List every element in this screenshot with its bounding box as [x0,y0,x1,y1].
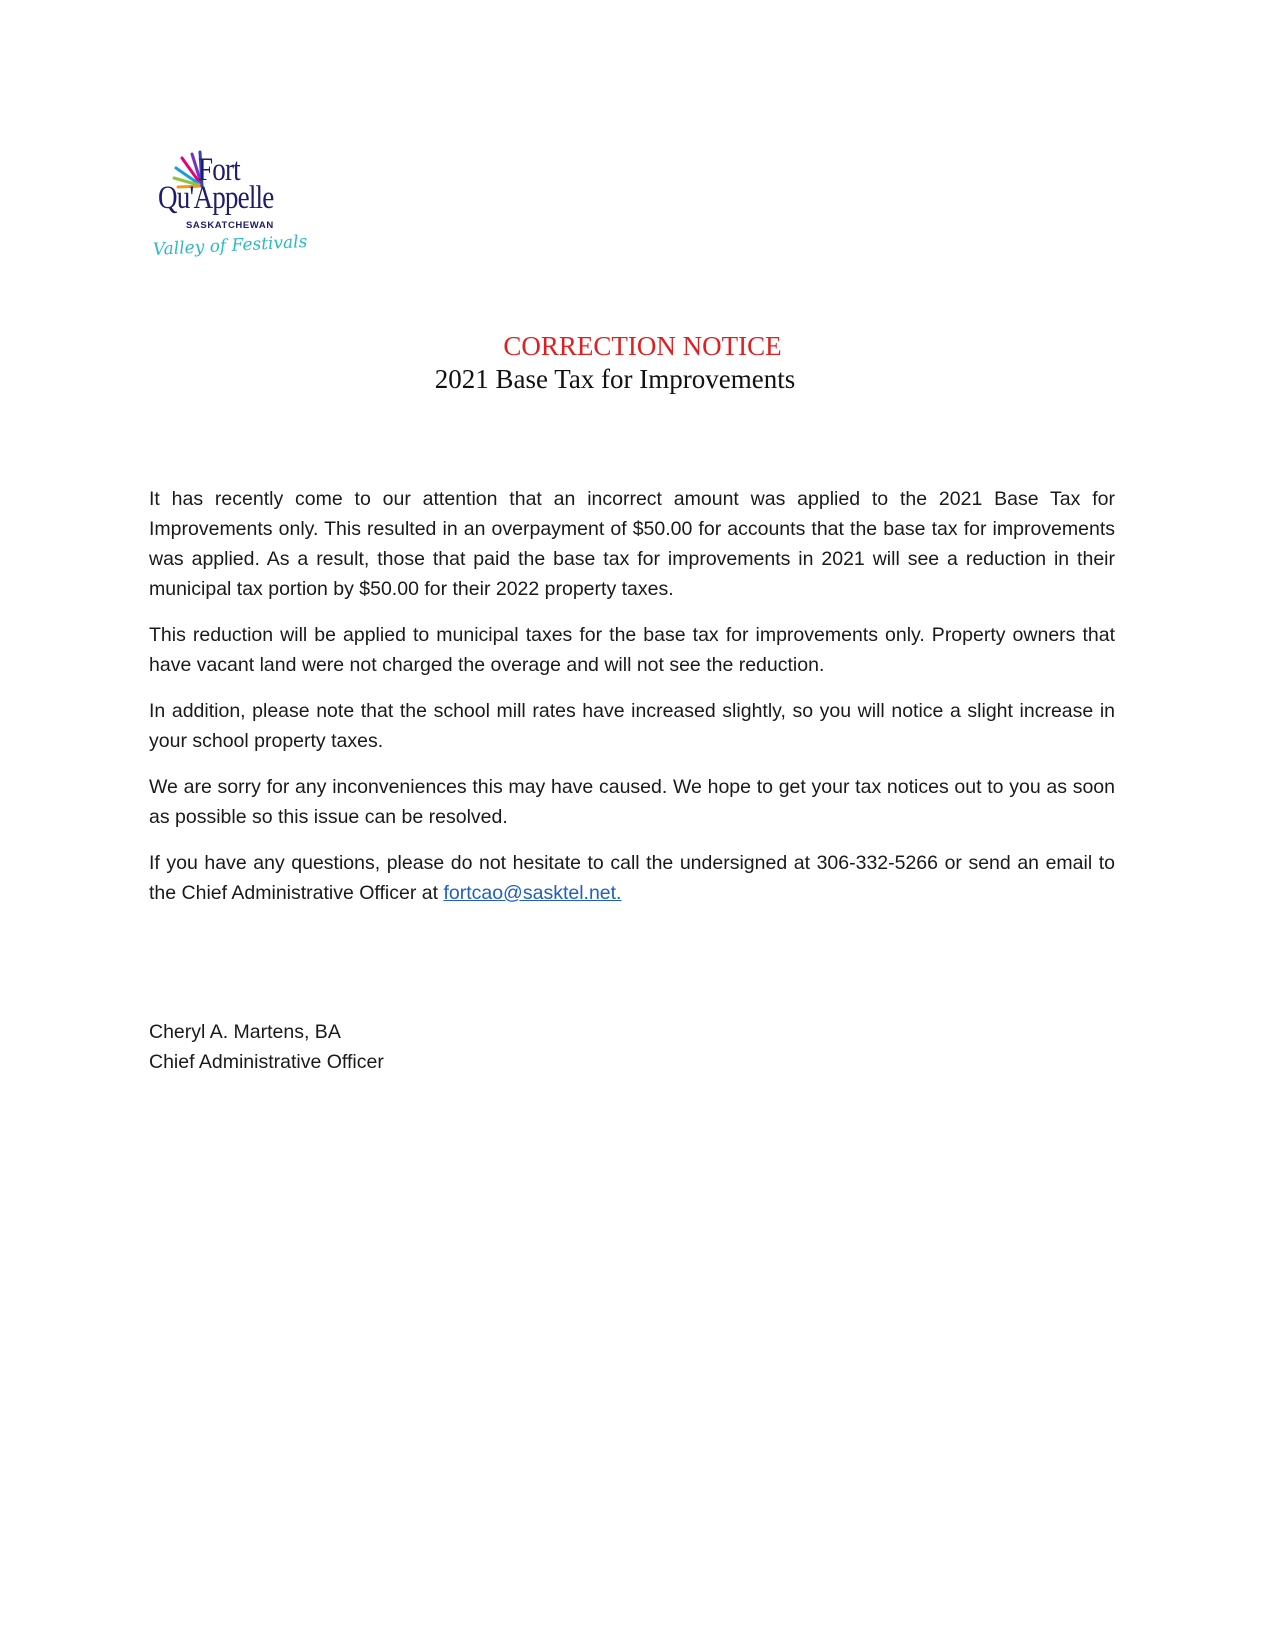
logo-saskatchewan-text: SASKATCHEWAN [186,220,274,231]
paragraph-5-text: If you have any questions, please do not hesitate to call the undersigned at 306-332-5266 or send an email to the Chief Administrative Officer at [149,852,1115,904]
paragraph-2: This reduction will be applied to municipal taxes for the base tax for improvements only. Property owners that have vacant land were not charged the overage and will not see the reduction. [149,624,1115,676]
paragraph-4: We are sorry for any inconveniences this may have caused. We hope to get your tax notices out to you as soon as possible so this issue can be resolved. [149,776,1115,828]
paragraph-3: In addition, please note that the school mill rates have increased slightly, so you will notice a slight increase in your school property taxes. [149,700,1115,752]
logo-fort-text: Fort [198,152,240,188]
notice-body [149,484,1115,924]
signature-block [149,1017,384,1077]
email-link[interactable]: fortcao@sasktel.net. [443,882,622,904]
logo-quappelle-text: Qu'Appelle [158,180,274,216]
paragraph-5 [149,848,1115,908]
signatory-name: Cheryl A. Martens, BA [149,1021,341,1043]
logo-tagline: Valley of Festivals [152,231,308,260]
fort-quappelle-logo [152,150,308,270]
signatory-title: Chief Administrative Officer [149,1051,384,1073]
paragraph-1: It has recently come to our attention that an incorrect amount was applied to the 2021 Base Tax for Improvements only. This resulted in an overpayment of $50.00 for accounts that the base tax for improvements was applied. As a result, those that paid the base tax for improvements in 2021 will see a reduction in their municipal tax portion by $50.00 for their 2022 property taxes. [149,488,1115,600]
notice-title: CORRECTION NOTICE [503,331,782,361]
notice-subtitle: 2021 Base Tax for Improvements [434,364,796,394]
